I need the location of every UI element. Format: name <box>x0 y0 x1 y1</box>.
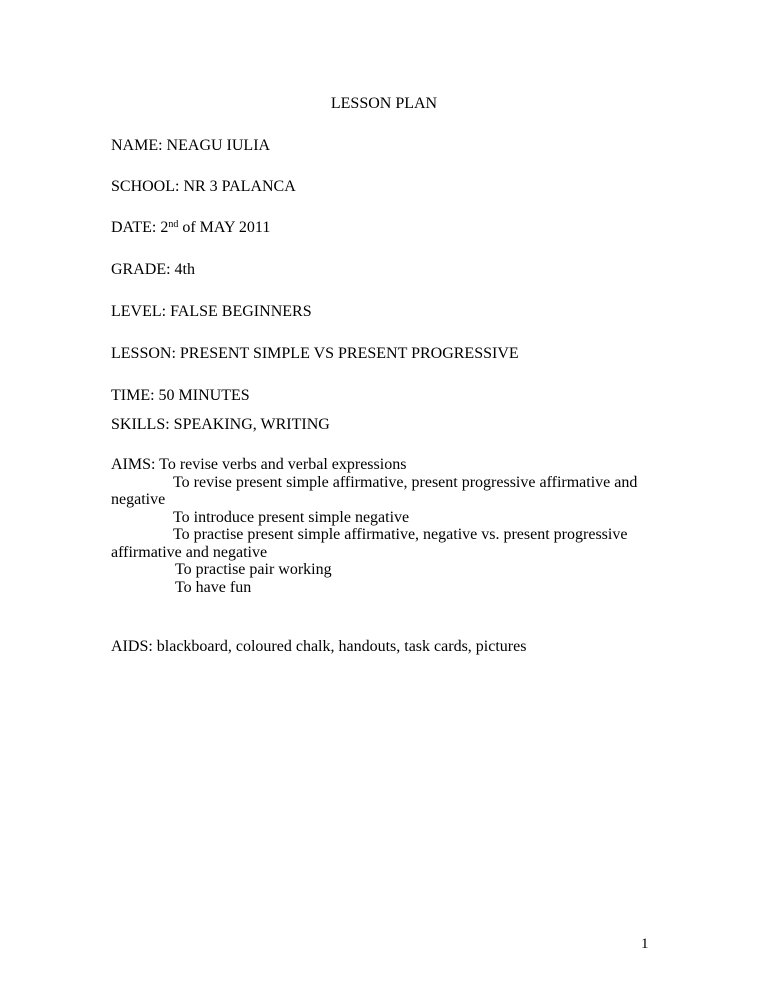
lesson-field: LESSON: PRESENT SIMPLE VS PRESENT PROGRESSIVE <box>111 345 519 362</box>
school-field: SCHOOL: NR 3 PALANCA <box>111 178 296 195</box>
aids-field: AIDS: blackboard, coloured chalk, handouts, task cards, pictures <box>111 638 527 655</box>
aims-item: To have fun <box>175 578 252 596</box>
aims-item: To practise present simple affirmative, negative vs. present progressive affirmative and negative <box>111 526 628 561</box>
time-field: TIME: 50 MINUTES <box>111 387 250 404</box>
aims-item: To revise present simple affirmative, present progressive affirmative and negative <box>111 473 638 508</box>
date-field <box>111 218 270 238</box>
page-title: LESSON PLAN <box>330 95 438 112</box>
aims-item: To practise pair working <box>175 561 332 578</box>
page-number: 1 <box>641 936 649 952</box>
aims-heading: AIMS: To revise verbs and verbal expressions <box>111 456 407 473</box>
name-field: NAME: NEAGU IULIA <box>111 137 271 154</box>
skills-field: SKILLS: SPEAKING, WRITING <box>111 416 330 433</box>
grade-field: GRADE: 4th <box>111 261 195 278</box>
level-field: LEVEL: FALSE BEGINNERS <box>111 303 312 320</box>
date-prefix: DATE: 2 <box>111 219 169 236</box>
date-suffix: of MAY 2011 <box>178 219 271 236</box>
aims-section <box>111 456 671 596</box>
aims-item: To introduce present simple negative <box>173 508 410 526</box>
date-ordinal-suffix: nd <box>168 219 179 230</box>
